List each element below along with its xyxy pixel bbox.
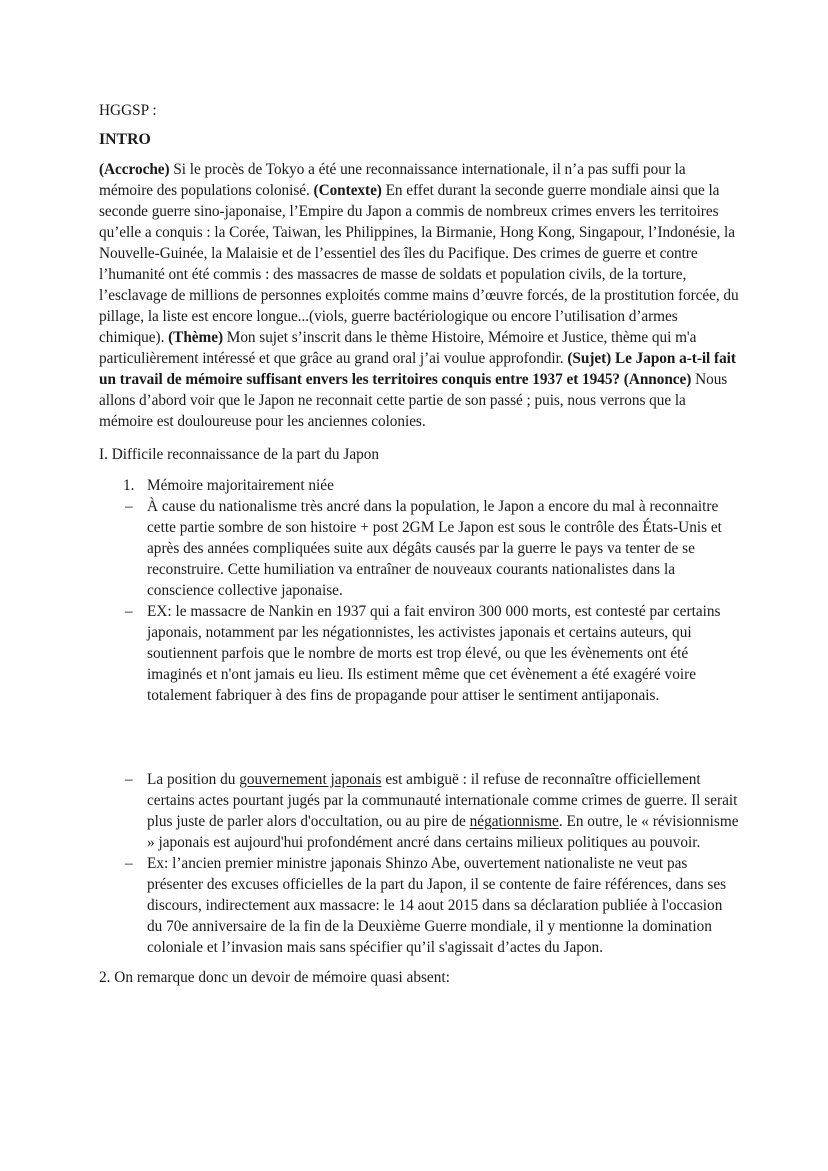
bullet-item (99, 853, 739, 958)
sujet-question: Le Japon a-t-il fait un travail de mémoire suffisant envers les territoires conquis entre 1937 et 1945? (99, 350, 736, 388)
theme-label: (Thème) (168, 329, 223, 346)
link-gouvernement-japonais[interactable]: gouvernement japonais (239, 771, 382, 788)
document-page (99, 100, 739, 988)
bullet-text-part: La position du (147, 771, 240, 788)
subsection-1-text: Mémoire majoritairement niée (147, 477, 334, 494)
dash-marker: – (125, 603, 133, 620)
section-1-title: I. Difficile reconnaissance de la part du Japon (99, 446, 380, 463)
accroche-label: (Accroche) (99, 161, 170, 178)
contexte-label: (Contexte) (313, 182, 382, 199)
sujet-label: (Sujet) (567, 350, 612, 367)
bullet-item (99, 769, 739, 853)
blank-space (99, 706, 739, 769)
accroche-text: Si le procès de Tokyo a été une reconnaissance internationale, il n’a pas suffi pour la mémoire des populations colonisé. (99, 161, 686, 199)
intro-heading: INTRO (99, 131, 151, 148)
annonce-text: Nous allons d’abord voir que le Japon ne reconnait cette partie de son passé ; puis, nous verrons que la mémoire est douloureuse pour les anciennes colonies. (99, 371, 728, 430)
contexte-text: En effet durant la seconde guerre mondiale ainsi que la seconde guerre sino-japonaise, l’Empire du Japon a commis de nombreux crimes envers les territoires qu’elle a conquis : la Corée, Taiwan, les Philippines, la Birmanie, Hong Kong, Singapour, l’Indonésie, la Nouvelle-Guinée, la Malaisie et de l’essentiel des îles du Pacifique. Des crimes de guerre et contre l’humanité ont été commis : des massacres de masse de soldats et population civils, de la torture, l’esclavage de millions de personnes exploités comme mains d’œuvre forcés, de la prostitution forcée, du pillage, la liste est encore longue...(viols, guerre bactériologique ou encore l’utilisation d’armes chimique). (99, 182, 739, 346)
subsection-2-title: 2. On remarque donc un devoir de mémoire quasi absent: (99, 969, 450, 986)
bullet-text (147, 771, 739, 851)
section-1-list (99, 475, 739, 958)
document-title: HGGSP : (99, 102, 157, 119)
annonce-label: (Annonce) (620, 371, 692, 388)
subsection-1-title (99, 475, 739, 496)
intro-paragraph (99, 159, 739, 432)
dash-marker: – (125, 771, 133, 788)
dash-marker: – (125, 498, 133, 515)
bullet-text: À cause du nationalisme très ancré dans la population, le Japon a encore du mal à reconnaitre cette partie sombre de son histoire + post 2GM Le Japon est sous le contrôle des États-Unis et après des années compliquées suite aux dégâts causés par la guerre le pays va tenter de se reconstruire. Cette humiliation va entraîner de nouveaux courants nationalistes dans la conscience collective japonaise. (147, 498, 722, 599)
bullet-item (99, 601, 739, 706)
bullet-text-part: . En outre, le « révisionnisme » japonais est aujourd'hui profondément ancré dans certains milieux politiques au pouvoir. (147, 813, 739, 851)
dash-marker: – (125, 855, 133, 872)
bullet-text: Ex: l’ancien premier ministre japonais Shinzo Abe, ouvertement nationaliste ne veut pas présenter des excuses officielles de la part du Japon, il se contente de faire références, dans ses discours, indirectement aux massacre: le 14 aout 2015 dans sa déclaration publiée à l'occasion du 70e anniversaire de la fin de la Deuxième Guerre mondiale, il y mentionne la domination coloniale et l’invasion mais sans spécifier qu’il s'agissait d’actes du Japon. (147, 855, 727, 956)
bullet-text-part: est ambiguë : il refuse de reconnaître officiellement certains actes pourtant jugés par la communauté internationale comme crimes de guerre. Il serait plus juste de parler alors d'occultation, ou au pire de (147, 771, 738, 830)
link-negationnisme[interactable]: négationnisme (469, 813, 559, 830)
bullet-item (99, 496, 739, 601)
theme-text: Mon sujet s’inscrit dans le thème Histoire, Mémoire et Justice, thème qui m'a particulièrement intéressé et que grâce au grand oral j’ai voulue approfondir. (99, 329, 697, 367)
list-number: 1. (123, 477, 135, 494)
bullet-text: EX: le massacre de Nankin en 1937 qui a fait environ 300 000 morts, est contesté par certains japonais, notamment par les négationnistes, les activistes japonais et certains auteurs, qui soutiennent parfois que le nombre de morts est trop élevé, ou que les évènements ont été imaginés et n'ont jamais eu lieu. Ils estiment même que cet évènement a été exagéré voire totalement fabriquer à des fins de propagande pour attiser le sentiment antijaponais. (147, 603, 721, 704)
